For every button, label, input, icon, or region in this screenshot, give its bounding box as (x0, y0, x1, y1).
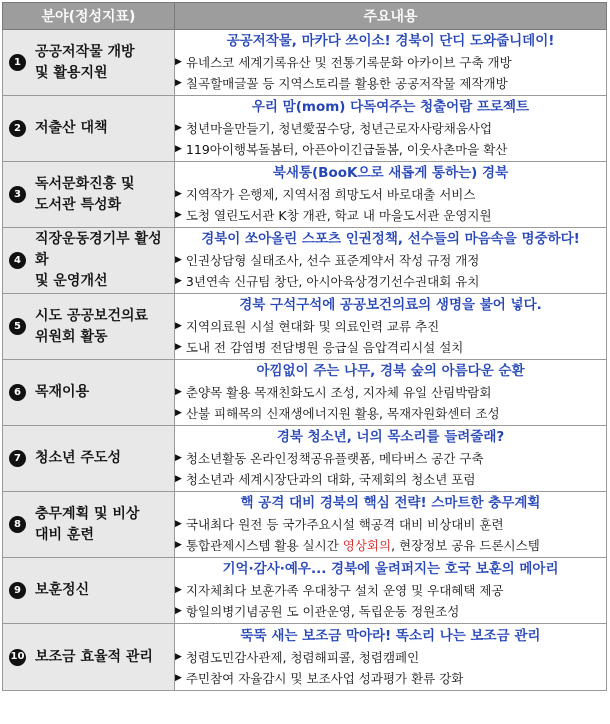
content-cell (175, 426, 607, 492)
category-line: 위원회 활동 (35, 328, 108, 345)
table-row (3, 426, 607, 492)
number-badge-label: 2 (14, 122, 21, 134)
category-cell (3, 96, 175, 162)
number-badge-icon (9, 120, 26, 137)
headline: 아낌없이 주는 나무, 경북 숲의 아름다운 순환 (256, 363, 525, 379)
list-item-text: 산불 피해목의 신재생에너지원 활용, 목재자원화센터 조성 (185, 406, 500, 421)
list-item-text: 지역의료원 시설 현대화 및 의료인력 교류 추진 (185, 319, 440, 334)
category-line: 대비 훈련 (35, 526, 94, 543)
category-label (35, 42, 135, 84)
list-item-text: 청렴도민감사관제, 청렴해피콜, 청렴캠페인 (185, 649, 420, 665)
number-badge-label: 10 (10, 651, 25, 662)
content-cell (175, 360, 607, 426)
category-line: 및 활용지원 (35, 64, 108, 81)
category-line: 보훈정신 (35, 582, 90, 598)
list-item-text: 인권상담형 실태조사, 선수 표준계약서 작성 규정 개정 (185, 253, 480, 268)
number-badge-label: 1 (14, 56, 21, 68)
list-item-text: 국내최다 원전 등 국가주요시설 핵공격 대비 비상대비 훈련 (185, 517, 504, 532)
list-item-text: 항일의병기념공원 도 이관운영, 독립운동 정원조성 (185, 604, 460, 619)
bullet-triangle-icon: ▶ (175, 474, 182, 484)
headline: 기억·감사·예우... 경북에 울려퍼지는 호국 보훈의 메아리 (222, 561, 559, 577)
number-badge-icon (9, 318, 26, 335)
list-item (175, 382, 606, 403)
category-cell (3, 294, 175, 360)
list-item (175, 514, 606, 535)
bullet-triangle-icon: ▶ (175, 189, 182, 199)
list-item (175, 73, 606, 94)
bullet-triangle-icon: ▶ (175, 57, 182, 67)
list-item-text: 119아이행복돌봄터, 아픈아이긴급돌봄, 이웃사촌마을 확산 (185, 142, 508, 157)
table-row (3, 624, 607, 691)
number-badge-icon (9, 516, 26, 533)
content-cell (175, 558, 607, 624)
list-item-text: 청소년과 세계시장단과의 대화, 국제회의 청소년 포럼 (185, 472, 476, 487)
table-row (3, 228, 607, 294)
list-item-text: 칠곡할매글꼴 등 지역스토리를 활용한 공공저작물 제작개방 (185, 76, 508, 91)
number-badge-icon (9, 252, 26, 269)
category-wrapper (3, 647, 174, 668)
category-wrapper (3, 229, 174, 292)
table-row (3, 96, 607, 162)
bullet-triangle-icon: ▶ (175, 144, 182, 154)
category-cell (3, 426, 175, 492)
category-line: 공공저작물 개방 (35, 43, 135, 60)
header-row (3, 3, 607, 30)
list-item (175, 580, 606, 601)
category-cell (3, 558, 175, 624)
category-cell (3, 624, 175, 691)
list-item (175, 316, 606, 337)
category-line: 저출산 대책 (35, 120, 108, 136)
headline: 북새통(BooK으로 새롭게 통하는) 경북 (272, 165, 509, 181)
bullet-triangle-icon: ▶ (175, 276, 182, 286)
content-cell (175, 96, 607, 162)
category-line: 도서관 특성화 (35, 196, 122, 213)
list-item (175, 403, 606, 424)
category-cell (3, 30, 175, 96)
table-row (3, 360, 607, 426)
highlight-text: 영상회의 (342, 538, 392, 553)
category-line: 보조금 효율적 관리 (35, 648, 153, 665)
category-wrapper (3, 382, 174, 403)
headline: 뚝뚝 새는 보조금 막아라! 똑소리 나는 보조금 관리 (240, 627, 541, 644)
bullet-triangle-icon: ▶ (175, 540, 182, 550)
bullet-triangle-icon: ▶ (175, 672, 182, 683)
number-badge-label: 6 (14, 386, 21, 398)
list-item (175, 139, 606, 160)
header-content: 주요내용 (175, 3, 607, 30)
list-item-text: 지자체최다 보훈가족 우대창구 설치 운영 및 우대혜택 제공 (185, 583, 504, 598)
bullet-triangle-icon: ▶ (175, 321, 182, 331)
bullet-triangle-icon: ▶ (175, 651, 182, 662)
content-cell (175, 294, 607, 360)
list-item (175, 647, 606, 668)
list-item-text: 청년마을만들기, 청년愛꿈수당, 청년근로자사랑채움사업 (185, 121, 493, 136)
bullet-triangle-icon: ▶ (175, 519, 182, 529)
list-item (175, 535, 606, 556)
category-label (35, 647, 153, 668)
category-line: 독서문화진흥 및 (35, 175, 135, 192)
bullet-triangle-icon: ▶ (175, 255, 182, 265)
bullet-triangle-icon: ▶ (175, 342, 182, 352)
number-badge-label: 7 (14, 452, 21, 464)
category-line: 목재이용 (35, 384, 90, 400)
number-badge-label: 4 (14, 254, 21, 266)
list-item-text: 주민참여 자율감시 및 보조사업 성과평가 환류 강화 (185, 670, 464, 686)
category-wrapper (3, 306, 174, 348)
list-item (175, 271, 606, 292)
category-line: 직장운동경기부 활성화 (35, 231, 162, 268)
category-label (35, 448, 121, 469)
header-category: 분야(정성지표) (3, 3, 175, 30)
performance-table (2, 2, 607, 691)
list-item-text: 지역작가 은행제, 지역서점 희망도서 바로대출 서비스 (185, 187, 476, 202)
headline: 우리 맘(mom) 다독여주는 청출어람 프로젝트 (251, 99, 530, 115)
category-wrapper (3, 42, 174, 84)
category-cell (3, 162, 175, 228)
content-cell (175, 228, 607, 294)
headline: 경북 청소년, 너의 목소리를 들려줄래? (276, 429, 505, 445)
bullet-triangle-icon: ▶ (175, 453, 182, 463)
number-badge-icon (9, 649, 26, 666)
list-item (175, 337, 606, 358)
table-row (3, 558, 607, 624)
table-row (3, 162, 607, 228)
category-line: 청소년 주도성 (35, 450, 122, 466)
bullet-triangle-icon: ▶ (175, 78, 182, 88)
number-badge-icon (9, 186, 26, 203)
table-body (3, 30, 607, 691)
category-label (35, 504, 139, 546)
table-row (3, 294, 607, 360)
category-wrapper (3, 174, 174, 216)
category-wrapper (3, 448, 174, 469)
bullet-triangle-icon: ▶ (175, 585, 182, 595)
bullet-triangle-icon: ▶ (175, 210, 182, 220)
list-item-text: 3년연속 신규팀 창단, 아시아육상경기선수권대회 유치 (185, 274, 480, 289)
category-wrapper (3, 580, 174, 601)
bullet-triangle-icon: ▶ (175, 606, 182, 616)
category-label (35, 174, 135, 216)
list-item (175, 250, 606, 271)
number-badge-label: 3 (14, 188, 21, 200)
category-wrapper (3, 118, 174, 139)
number-badge-icon (9, 54, 26, 71)
bullet-triangle-icon: ▶ (175, 123, 182, 133)
list-item (175, 469, 606, 490)
number-badge-label: 9 (14, 584, 21, 596)
number-badge-icon (9, 384, 26, 401)
category-line: 충무계획 및 비상 (35, 505, 140, 522)
number-badge-icon (9, 582, 26, 599)
category-label (35, 580, 89, 601)
category-cell (3, 228, 175, 294)
category-label (35, 229, 174, 292)
bullet-triangle-icon: ▶ (175, 387, 182, 397)
category-label (35, 382, 89, 403)
category-line: 시도 공공보건의료 (35, 307, 149, 324)
category-label (35, 306, 148, 348)
number-badge-label: 5 (14, 320, 21, 332)
list-item (175, 668, 606, 689)
list-item-text: 도청 열린도서관 K창 개관, 학교 내 마을도서관 운영지원 (185, 208, 492, 223)
number-badge-label: 8 (14, 518, 21, 530)
list-item (175, 448, 606, 469)
content-cell (175, 492, 607, 558)
category-wrapper (3, 504, 174, 546)
list-item (175, 52, 606, 73)
category-cell (3, 360, 175, 426)
table-row (3, 30, 607, 96)
headline: 경북이 쏘아올린 스포츠 인권정책, 선수들의 마음속을 명중하다! (201, 231, 580, 247)
table-row (3, 492, 607, 558)
list-item-text: 청소년활동 온라인정책공유플랫폼, 메타버스 공간 구축 (185, 451, 484, 466)
list-item (175, 601, 606, 622)
content-cell (175, 624, 607, 691)
headline: 핵 공격 대비 경북의 핵심 전략! 스마트한 충무계획 (240, 495, 541, 511)
list-item (175, 118, 606, 139)
content-cell (175, 30, 607, 96)
category-label (35, 118, 108, 139)
content-cell (175, 162, 607, 228)
list-item (175, 205, 606, 226)
headline: 경북 구석구석에 공공보건의료의 생명을 불어 넣다. (239, 297, 542, 313)
list-item-text: 유네스코 세계기록유산 및 전통기록문화 아카이브 구축 개방 (185, 55, 512, 70)
bullet-triangle-icon: ▶ (175, 408, 182, 418)
category-cell (3, 492, 175, 558)
headline: 공공저작물, 마카다 쓰이소! 경북이 단디 도와줍니데이! (226, 33, 555, 49)
list-item-text: 춘양목 활용 목재친화도시 조성, 지자체 유일 산림박람회 (185, 385, 492, 400)
list-item (175, 184, 606, 205)
category-line: 및 운영개선 (35, 273, 108, 289)
number-badge-icon (9, 450, 26, 467)
list-item-text: 도내 전 감염병 전담병원 응급실 음압격리시설 설치 (185, 340, 464, 355)
list-item-text: 통합관제시스템 활용 실시간 영상회의, 현장정보 공유 드론시스템 (185, 538, 540, 553)
